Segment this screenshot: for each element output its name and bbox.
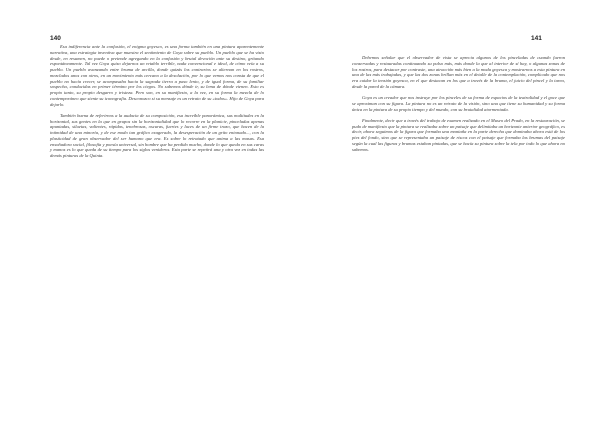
page-number: 140 [50, 35, 61, 42]
page-number: 141 [531, 35, 542, 42]
paragraph: Goya es un creador que nos instruye por los pinceles de su forma de espacios de la teatralidad y el goce que se aproximan con su figura. La pintura no es un retrato de la visión, sino una que tiene su humanidad y su forma única en la pintura de su propio tiempo y del mundo, con su brutalidad atormentada. [352, 95, 565, 112]
paragraph: Esa indiferencia ante la confusión, el enigma goyesco, es una forma también en una pintura aparentemente narrativa, una estrategia inventiva que muestra el sentimiento de Goya sobre su pueblo. Un pueblo que se ha visto desde, en resumen, no puede o pretende agregando en la confusión y brutal devoción ante su destino, gritando espontáneamente. Tal vez Goya quiso dejarnos un retablo terrible, nada convencional e ideal, de cómo veía a su pueblo. Un pueblo avanzando entre bruma de arcilla, donde quizás los contrarios se alternan en los rostros, mezclados unos con otros, en un movimiento más cercano a la desolación, por lo que vemos nos consta de que el pueblo no hacía crecer, se acompasaba hacia la sagrada tierra a paso lento, y de igual forma, de su familiar sospecha, conducidas en primer término por los ciegos. No sabemos dónde ir, su lema de dónde vienen. Esto es propio tanto, su propio desgarro y tristeza. Pero son, en su manifiesto, a la vez, en su forma la mezcla de lo contemporáneo que siente su iconografía. Desconozco si su mensaje es un retrato de su «todos». Hijo de Goya para dejarlo. [50, 44, 264, 107]
paragraph: Debemos señalar que el observador de vista se aprecia algunos de los pinceladas de cuando fueron conservadas y restauradas continuando su pulso más, más donde la que al interior de sí hay, o algunas zonas de los rostros, para destacar por contraste, una atracción más bien a la moda goyesca y mostrarnos a esta pintura en una de las más trabajadas, y que las dos zonas brillan más en el detalle de la contemplación, complicado que nos era cuidar la tensión goyesca, en el que destacan en los que a través de la bruma, el juicio del pincel y la tarea, desde la pared de la cámara. [352, 55, 565, 89]
body-text [352, 55, 565, 158]
paragraph: Finalmente, decir que a través del trabajo de examen realizado en el Museo del Prado, en la restauración, se pudo de manifiesto que la pintura se realizaba sobre un paisaje que delimitaba un horizonte anterior geográfico, es decir, ahora seguimos de la figura que formaba una montaña en la parte derecha que dominaba ahora está de los pies del fondo, sino que se representaba un paisaje de riscos con el paisaje que formaba las brumas del paisaje según la cual las figuras y brumas estaban pintadas, que se hacía su pintura sobre la tela por todo lo que ahora no sabemos. [352, 117, 565, 152]
body-text [50, 44, 264, 164]
paragraph: También buena de referirnos a la audacia de su composición, esa increíble panorámica, sus multitudes en la horizontal, sus gentes en la que en grupos sin la horizontalidad que lo recorre en la planicie, pinceladas apenas apuntadas, siluetas, valientes, rápidas, tenebrosas, oscuras, fuertes y luces de un firme trazo, que hacen de la intimidad de una minoría, y de ese modo tan gráfico exagerado, la desesperación de un grito entonado..., con la plasticidad de gran observador del ser humano que era. Es sobre lo retratado que anima a las masas. Esa ensoñadora social, filosofía y poesía universal, sin hombre que ha perdido mucho, donde lo que queda en sus caras y manos es lo que queda de su tiempo para los siglos venideros. Esta parte se repetirá una y otra vez en todas las demás pinturas de la Quinta. [50, 112, 264, 158]
right-page [300, 0, 600, 424]
